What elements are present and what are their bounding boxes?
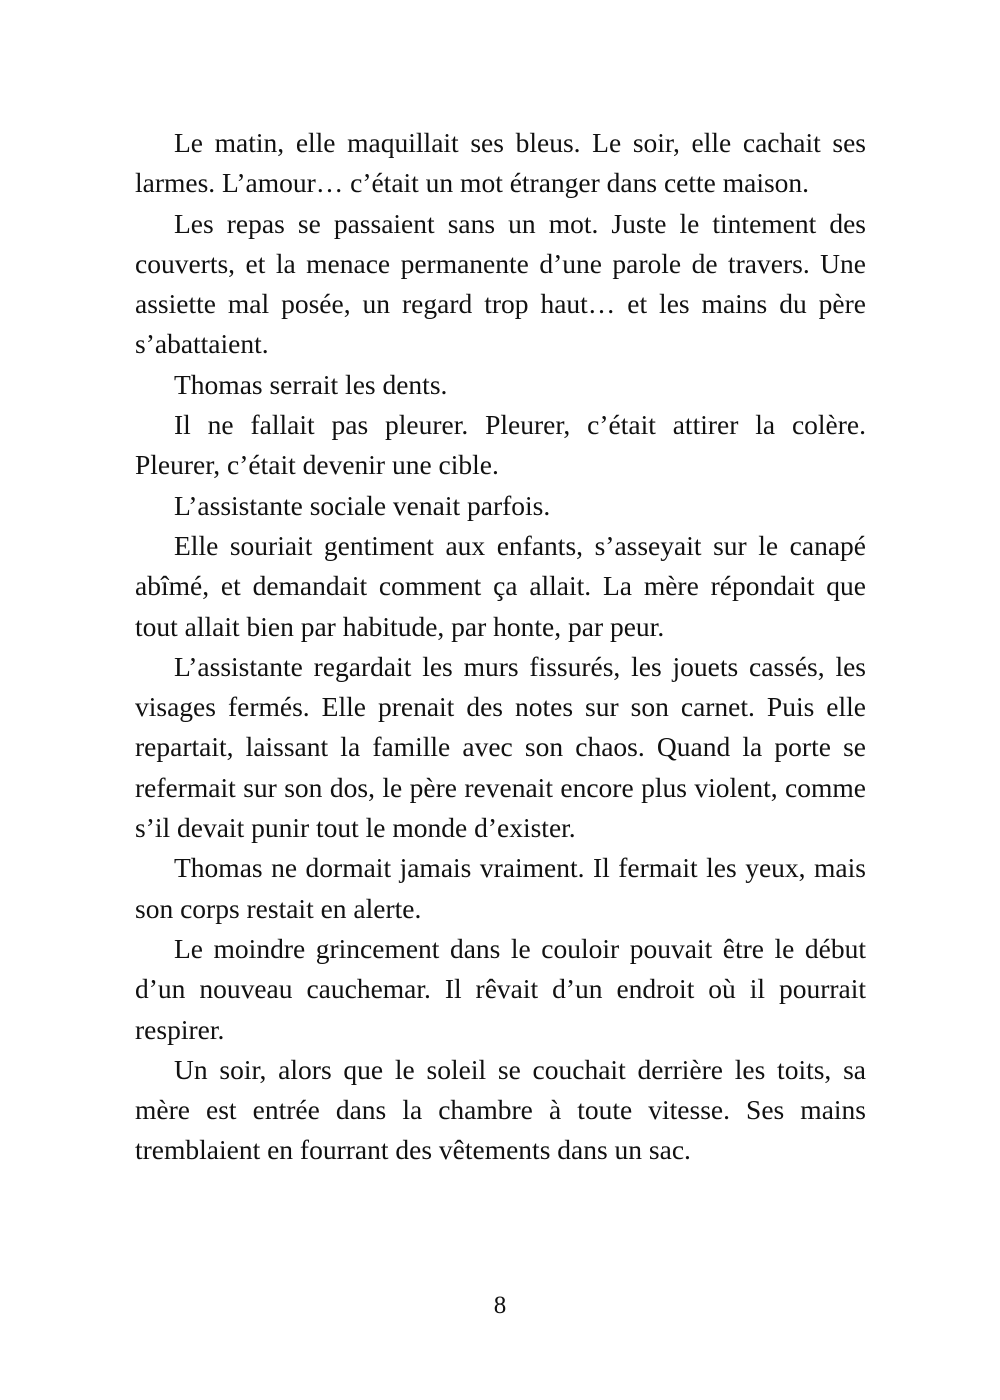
paragraph-9: Le moindre grincement dans le couloir pouvait être le début d’un nouveau cauchemar. Il rêvait d’un endroit où il pourrait respirer. <box>135 932 866 1045</box>
paragraph-8: Thomas ne dormait jamais vraiment. Il fermait les yeux, mais son corps restait en alerte. <box>135 852 866 924</box>
paragraph-10: Un soir, alors que le soleil se couchait derrière les toits, sa mère est entrée dans la chambre à toute vitesse. Ses mains tremblaient en fourrant des vêtements dans un sac. <box>135 1053 866 1166</box>
page-number: 8 <box>493 1292 507 1319</box>
paragraph-7: L’assistante regardait les murs fissurés, les jouets cassés, les visages fermés. Elle prenait des notes sur son carnet. Puis elle repartait, laissant la famille avec son chaos. Quand la porte se refermait sur son dos, le père revenait encore plus violent, comme s’il devait punir tout le monde d’exister. <box>135 650 866 844</box>
paragraph-4: Il ne fallait pas pleurer. Pleurer, c’était attirer la colère. Pleurer, c’était devenir une cible. <box>135 409 866 481</box>
paragraph-6: Elle souriait gentiment aux enfants, s’asseyait sur le canapé abîmé, et demandait comment ça allait. La mère répondait que tout allait bien par habitude, par honte, par peur. <box>135 529 866 642</box>
paragraph-3: Thomas serrait les dents. <box>174 368 448 400</box>
body-text <box>135 123 866 1171</box>
paragraph-2: Les repas se passaient sans un mot. Juste le tintement des couverts, et la menace permanente d’une parole de travers. Une assiette mal posée, un regard trop haut… et les mains du père s’abattaient. <box>135 207 866 360</box>
paragraph-5: L’assistante sociale venait parfois. <box>174 489 551 521</box>
paragraph-1: Le matin, elle maquillait ses bleus. Le soir, elle cachait ses larmes. L’amour… c’était un mot étranger dans cette maison. <box>135 127 866 199</box>
